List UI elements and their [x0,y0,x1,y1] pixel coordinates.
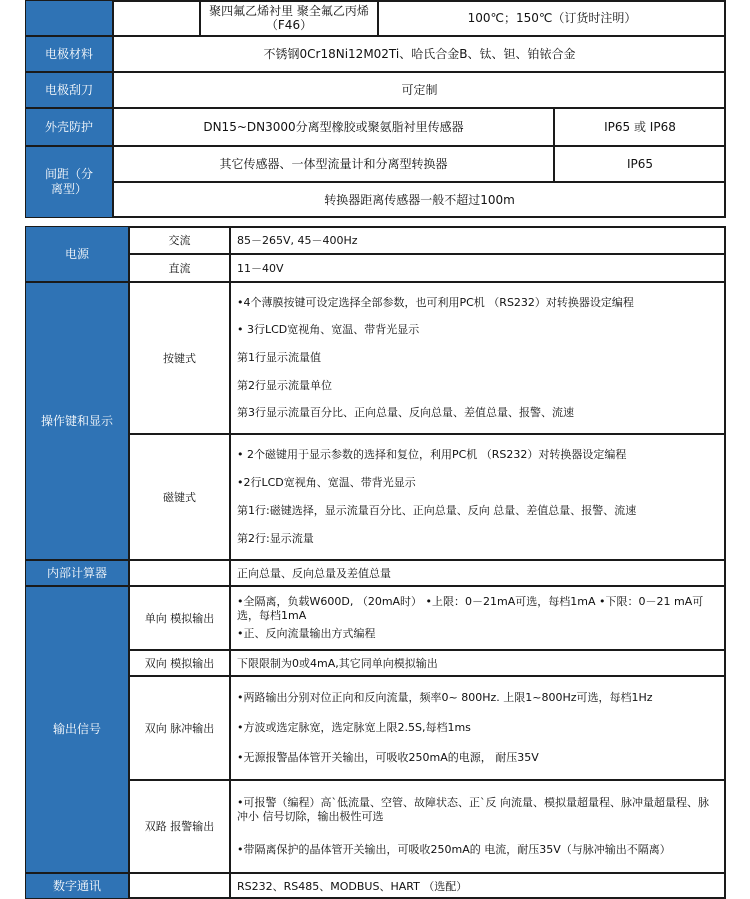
enclosure-desc: DN15~DN3000分离型橡胶或聚氨脂衬里传感器 [113,108,554,146]
keypad-line-4: 第2行显示流量单位 [237,378,332,392]
magnetic-line-1: • 2个磁键用于显示参数的选择和复位，利用PC机 （RS232）对转换器设定编程 [237,448,627,461]
dual-pulse-line-3: •无源报警晶体管开关输出，可吸收250mA的电源， 耐压35V [237,751,539,764]
liner-label-cell [25,0,113,36]
digital-comm-label: 数字通讯 [25,873,129,899]
dual-pulse-line-2: •方波或选定脉宽，选定脉宽上限2.5S,每档1ms [237,721,471,734]
top-blank-cell [113,0,200,36]
dc-label: 直流 [129,254,230,282]
digital-comm-spacer [129,873,230,899]
dual-alarm-label: 双路 报警输出 [129,780,230,873]
keypad-line-2: • 3行LCD宽视角、宽温、带背光显示 [237,323,420,337]
dual-analog-value: 下限限制为0或4mA,其它同单向模拟输出 [230,650,726,676]
liner-value: 聚四氟乙烯衬里 聚全氟乙丙烯（F46） [200,0,378,36]
single-analog-line-1: •全隔离，负载W600D, （20mA时） •上限：0－21mA可选，每档1mA •下限：0－21 mA可选，每档1mA [237,595,704,622]
keypad-label: 按键式 [129,282,230,434]
magnetic-line-3: 第1行:磁键选择，显示流量百分比、正向总量、反向 总量、差值总量、报警、流速 [237,504,637,517]
internal-calc-label: 内部计算器 [25,560,129,586]
magnetic-label: 磁键式 [129,434,230,560]
spacing-desc: 其它传感器、一体型流量计和分离型转换器 [113,146,554,182]
magnetic-lines [230,434,726,560]
enclosure-rating: IP65 或 IP68 [554,108,726,146]
dc-value: 11－40V [230,254,726,282]
internal-calc-spacer [129,560,230,586]
dual-pulse-line-1: •两路输出分别对位正向和反向流量，频率0~ 800Hz. 上限1~800Hz可选，每档1Hz [237,691,653,704]
spacing-label: 间距（分离型） [25,146,113,218]
magnetic-line-4: 第2行:显示流量 [237,532,314,545]
single-analog-lines [230,586,726,650]
internal-calc-value: 正向总量、反向总量及差值总量 [230,560,726,586]
electrode-scraper-value: 可定制 [113,72,726,108]
dual-pulse-lines [230,676,726,780]
electrode-material-label: 电极材料 [25,36,113,72]
power-label: 电源 [25,226,129,282]
dual-pulse-label: 双向 脉冲输出 [129,676,230,780]
digital-comm-value: RS232、RS485、MODBUS、HART （选配） [230,873,726,899]
electrode-scraper-label: 电极刮刀 [25,72,113,108]
output-label: 输出信号 [25,586,129,873]
spacing-rating: IP65 [554,146,726,182]
operation-label: 操作键和显示 [25,282,129,560]
dual-analog-label: 双向 模拟输出 [129,650,230,676]
dual-alarm-line-1: •可报警（编程）高`低流量、空管、故障状态、正`反 向流量、模拟量超量程、脉冲量超量程、脉冲小 信号切除，输出极性可选 [237,796,709,824]
single-analog-line-2: •正、反向流量输出方式编程 [237,627,376,640]
keypad-lines [230,282,726,434]
magnetic-line-2: •2行LCD宽视角、宽温、带背光显示 [237,476,416,489]
ac-label: 交流 [129,226,230,254]
ac-value: 85－265V, 45－400Hz [230,226,726,254]
spacing-note: 转换器距离传感器一般不超过100m [113,182,726,218]
enclosure-label: 外壳防护 [25,108,113,146]
temperature-value: 100℃；150℃（订货时注明） [378,0,726,36]
electrode-material-value: 不锈钢0Cr18Ni12M02Ti、哈氏合金B、钛、钽、铂铱合金 [113,36,726,72]
keypad-line-1: •4个薄膜按键可设定选择全部参数，也可利用PC机 （RS232）对转换器设定编程 [237,295,634,309]
keypad-line-3: 第1行显示流量值 [237,350,321,364]
dual-alarm-line-2: •带隔离保护的晶体管开关输出，可吸收250mA的 电流，耐压35V（与脉冲输出不隔离） [237,842,671,856]
single-analog-label: 单向 模拟输出 [129,586,230,650]
dual-alarm-lines [230,780,726,873]
keypad-line-5: 第3行显示流量百分比、正向总量、反向总量、差值总量、报警、流速 [237,406,574,420]
